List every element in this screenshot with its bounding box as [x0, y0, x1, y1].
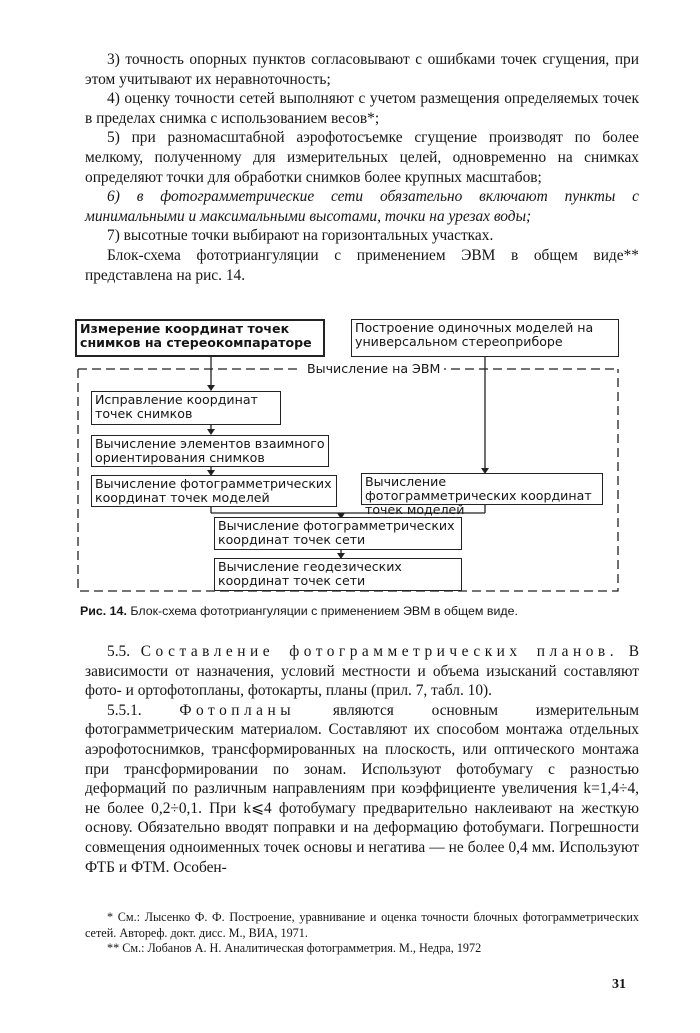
paragraph-figure-intro: Блок-схема фототриангуляции с применением ЭВМ в общем виде** представлена на рис. 14. — [85, 246, 639, 284]
subsection-number: 5.5.1. — [107, 701, 142, 719]
box-model-coordinates-right: Вычисление фотограмметрических координат точек моделей — [361, 473, 603, 505]
box-relative-orientation: Вычисление элементов взаимного ориентирования снимков — [91, 435, 329, 467]
body-text — [85, 50, 639, 285]
paragraph-item-3: 3) точность опорных пунктов согласовывают с ошибками точек сгущения, при этом учитывают их неравноточность; — [85, 51, 639, 88]
figure-caption-text: Блок-схема фототриангуляции с применением ЭВМ в общем виде. — [130, 604, 518, 618]
paragraph-item-5: 5) при разномасштабной аэрофотосъемке сгущение производят по более мелкому, полученному для измерительных целей, одновременно на снимках определяют точки для обработки снимков более крупных масштабов; — [85, 129, 639, 186]
box-geodetic-coordinates: Вычисление геодезических координат точек сети — [214, 558, 462, 591]
subsection-paragraph — [85, 701, 639, 877]
section-5-5 — [85, 642, 639, 877]
computer-stage-label: Вычисление на ЭВМ — [303, 361, 444, 376]
subsection-text: являются основным измерительным фотограмметрическим материалом. Составляют их способом монтажа отдельных аэрофотоснимков, трансформированных на плоскость, или оптического монтажа при трансформировании по зонам. Используют фотобумагу с разностью деформаций по различным направлениям при коэффициенте увеличения k=1,4÷4, не более 0,2÷0,1. При k⩽4 фотобумагу предварительно наклеивают на жесткую основу. Обязательно вводят поправки и на деформацию фотобумаги. Погрешности совмещения одноименных точек основы и негатива — не более 0,4 мм. Используют ФТБ и ФТМ. Особен- — [85, 701, 639, 876]
box-correct-coordinates: Исправление координат точек снимков — [91, 391, 281, 425]
box-model-coordinates-left: Вычисление фотограмметрических координат точек моделей — [91, 475, 337, 507]
box-measure-coordinates: Измерение координат точек снимков на стереокомпараторе — [75, 319, 325, 357]
page-number: 31 — [612, 977, 626, 992]
flowchart-diagram — [73, 317, 633, 599]
section-intro-text: В зависимости от назначения, условий местности и объема изысканий составляют фото- и ортофотопланы, фотокарты, планы (прил. 7, табл. 10). — [85, 643, 639, 700]
footnote-1: * См.: Лысенко Ф. Ф. Построение, уравнивание и оценка точности блочных фотограмметрических сетей. Автореф. докт. дисс. М., ВИА, 1971. — [85, 910, 639, 940]
paragraph-item-7: 7) высотные точки выбирают на горизонтальных участках. — [107, 227, 494, 245]
box-build-models: Построение одиночных моделей на универсальном стереоприборе — [351, 319, 619, 357]
section-title: Составление фотограмметрических планов. — [140, 643, 619, 660]
box-network-coordinates: Вычисление фотограмметрических координат точек сети — [214, 517, 462, 550]
footnote-2: ** См.: Лобанов А. Н. Аналитическая фотограмметрия. М., Недра, 1972 — [107, 941, 482, 955]
section-number: 5.5. — [107, 643, 131, 660]
section-heading-paragraph — [85, 642, 639, 701]
paragraph-item-6: 6) в фотограмметрические сети обязательно включают пункты с минимальными и максимальными высотами, точки на урезах воды; — [85, 188, 639, 225]
paragraph-item-4: 4) оценку точности сетей выполняют с учетом размещения определяемых точек в пределах снимка с использованием весов*; — [85, 90, 639, 127]
footnotes — [85, 910, 639, 957]
figure-caption — [80, 604, 640, 618]
figure-caption-label: Рис. 14. — [80, 604, 127, 618]
subsection-title: Фотопланы — [179, 701, 296, 719]
